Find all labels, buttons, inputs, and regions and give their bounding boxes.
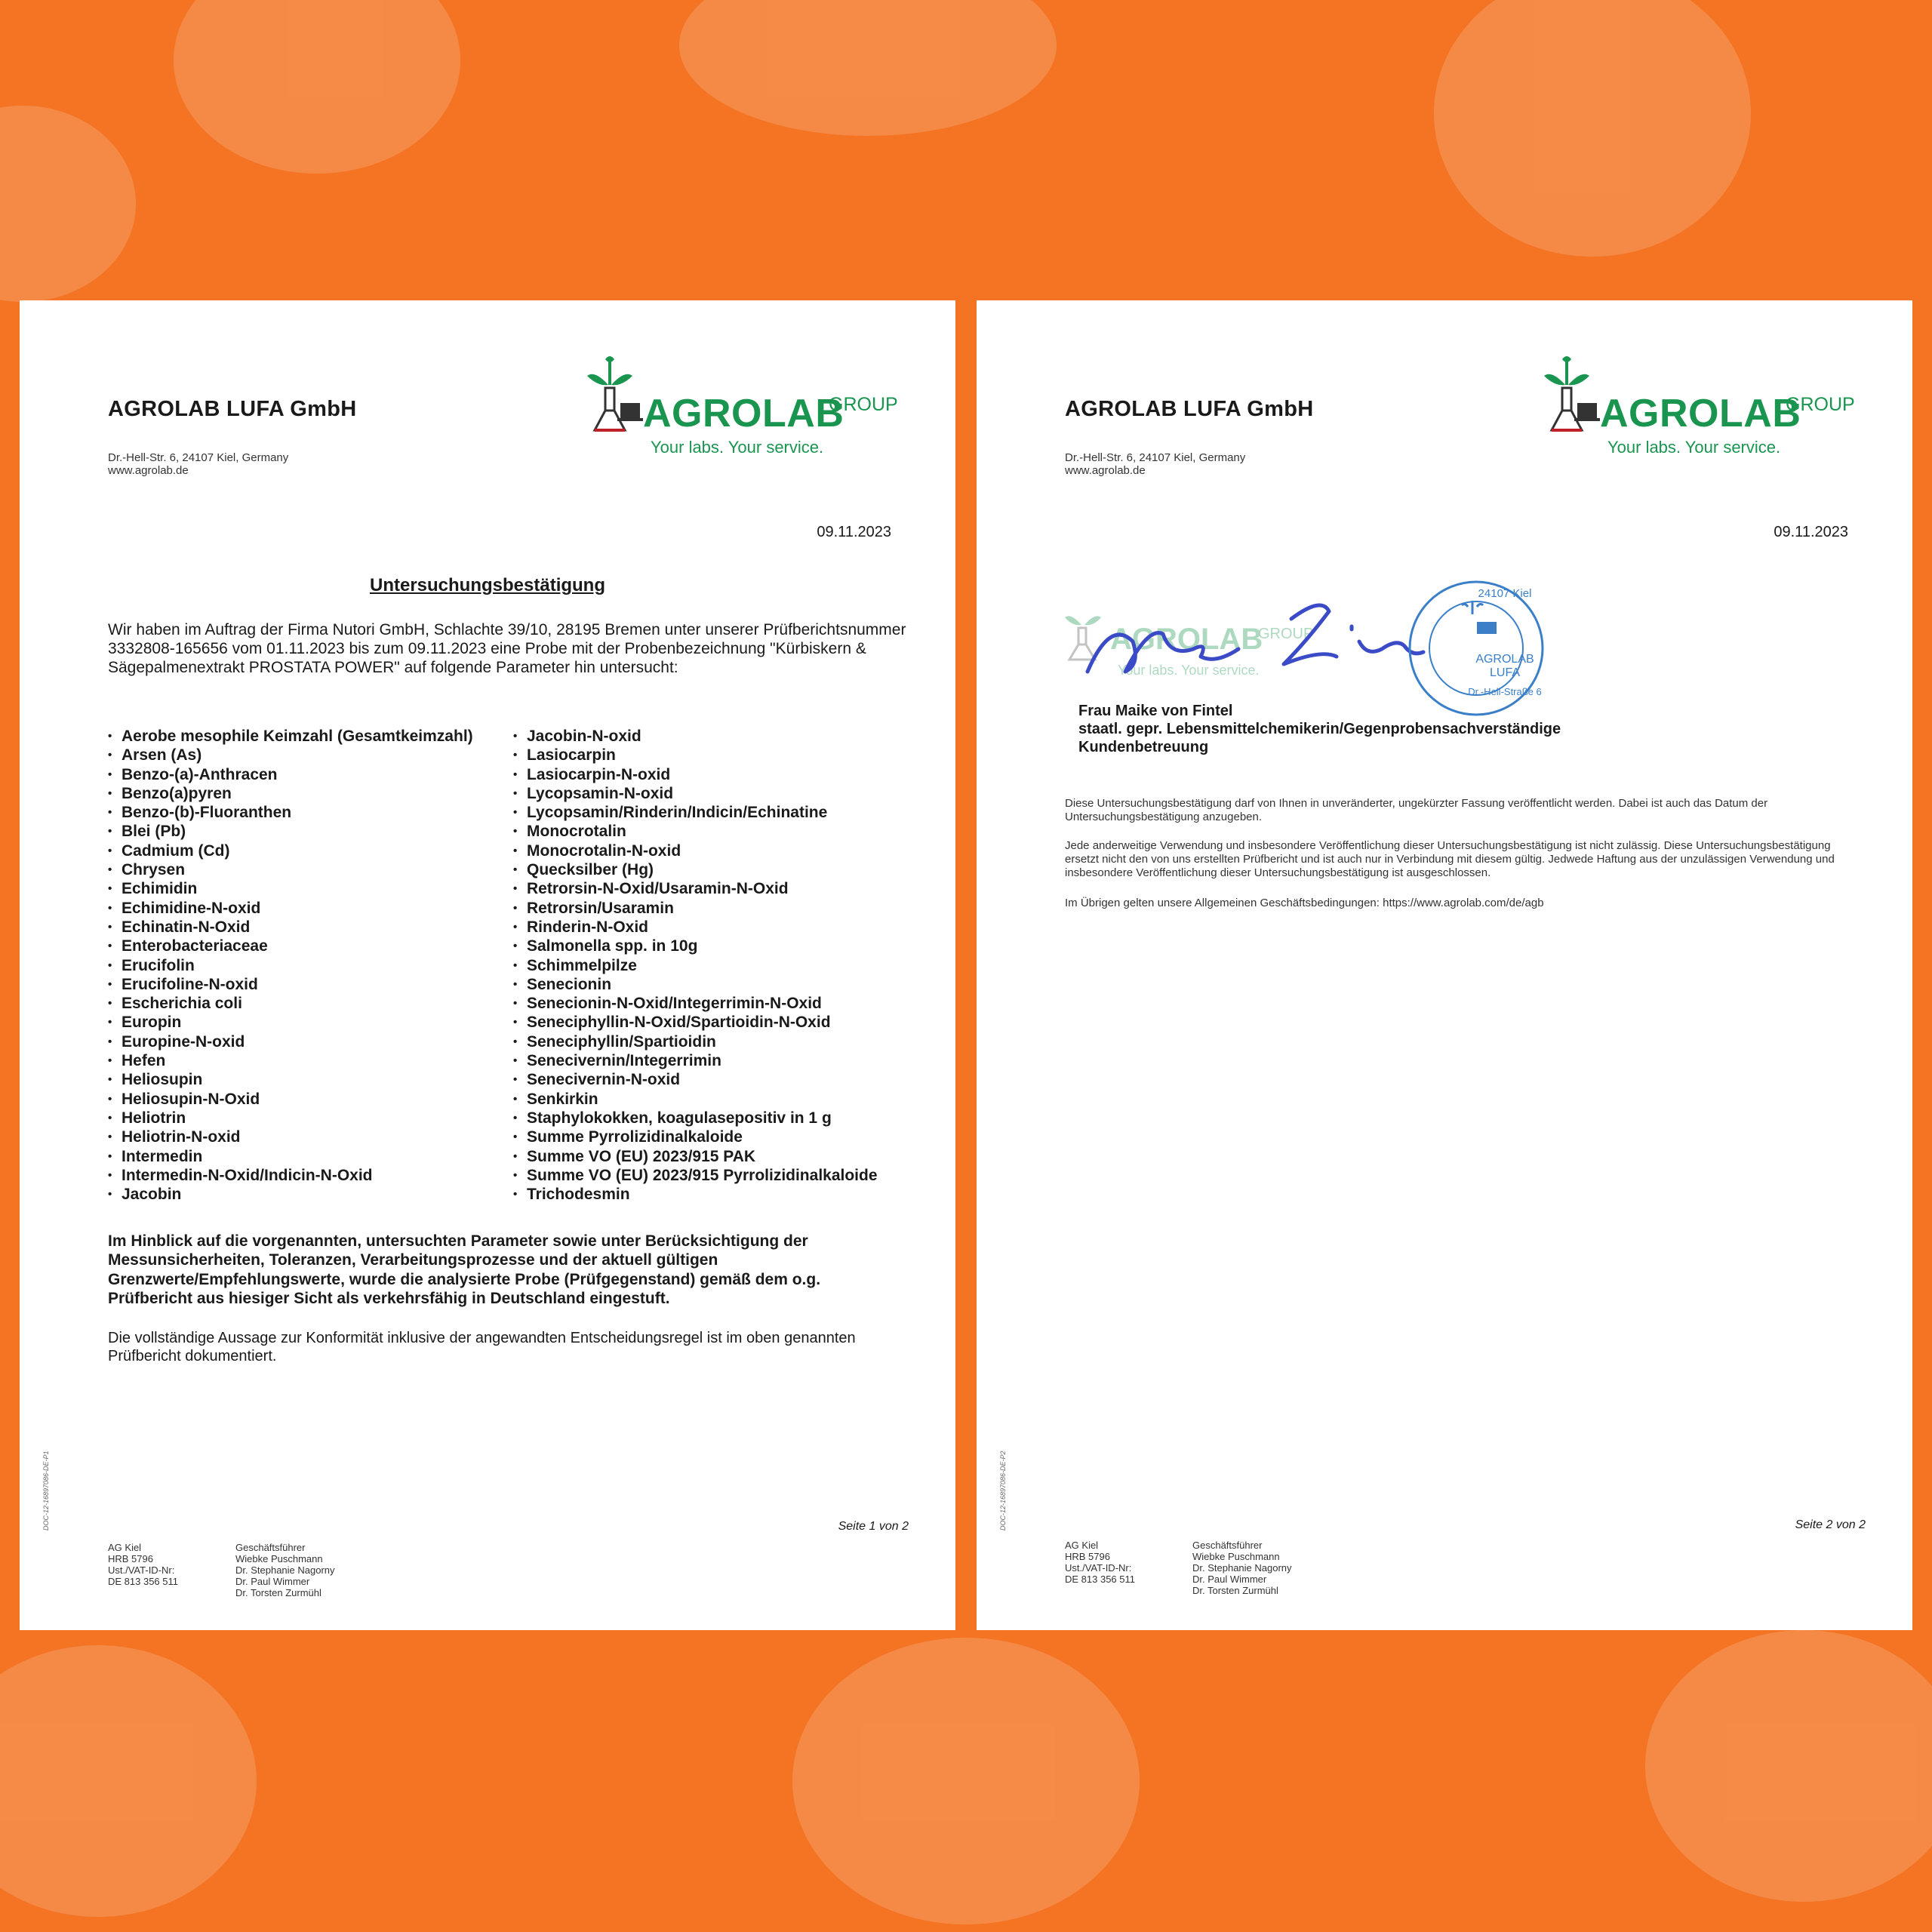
parameter-item: • Summe VO (EU) 2023/915 PAK [513, 1147, 878, 1166]
parameter-item: • Schimmelpilze [513, 956, 878, 975]
parameter-item: • Europin [108, 1013, 473, 1032]
agrolab-logo [587, 355, 919, 460]
parameter-item: • Echinatin-N-Oxid [108, 918, 473, 937]
parameter-item: • Erucifoline-N-oxid [108, 975, 473, 994]
parameter-item: • Salmonella spp. in 10g [513, 937, 878, 955]
logo-brand: AGROLAB [1600, 392, 1801, 435]
footer-management: Geschäftsführer Wiebke Puschmann Dr. Stephanie Nagorny Dr. Paul Wimmer Dr. Torsten Zurmühl [1192, 1540, 1292, 1596]
background-splash [174, 0, 460, 174]
publication-notice: Diese Untersuchungsbestätigung darf von Ihnen in unveränderter, ungekürzter Fassung veröffentlicht werden. Dabei ist auch das Datum der Untersuchungsbestätigung anzugeben. [1065, 797, 1768, 823]
parameter-item: • Lycopsamin-N-oxid [513, 784, 878, 803]
page-number: Seite 2 von 2 [1795, 1518, 1866, 1531]
parameter-item: • Arsen (As) [108, 746, 473, 764]
parameter-item: • Intermedin [108, 1147, 473, 1166]
signer-info: Frau Maike von Fintel staatl. gepr. Lebensmittelchemikerin/Gegenprobensachverständige Kundenbetreuung [1078, 703, 1561, 755]
company-address: Dr.-Hell-Str. 6, 24107 Kiel, Germany www.agrolab.de [108, 451, 289, 477]
background-splash [792, 1638, 1140, 1924]
document-code: DOC-12-16897086-DE-P2 [999, 1451, 1007, 1531]
logo-brand: AGROLAB [643, 392, 844, 435]
parameter-item: • Seneciphyllin/Spartioidin [513, 1032, 878, 1051]
parameter-list-right [513, 727, 878, 1204]
parameter-item: • Blei (Pb) [108, 822, 473, 841]
svg-text:Your labs. Your service.: Your labs. Your service. [1118, 663, 1260, 678]
logo-slogan: Your labs. Your service. [651, 438, 824, 457]
document-title: Untersuchungsbestätigung [369, 575, 605, 595]
parameter-item: • Senecionin [513, 975, 878, 994]
intro-paragraph: Wir haben im Auftrag der Firma Nutori GmbH, Schlachte 39/10, 28195 Bremen unter unserer Prüfberichtsnummer 3332808-165656 vom 01.11.2023 bis zum 09.11.2023 eine Probe mit der Probenbezeichnung "Kürbiskern & Sägepalmenextrakt PROSTATA POWER" auf folgende Parameter hin untersucht: [108, 621, 906, 676]
parameter-item: • Aerobe mesophile Keimzahl (Gesamtkeimzahl) [108, 727, 473, 746]
parameter-item: • Lasiocarpin [513, 746, 878, 764]
company-address: Dr.-Hell-Str. 6, 24107 Kiel, Germany www.agrolab.de [1065, 451, 1246, 477]
agrolab-logo [1544, 355, 1876, 460]
parameter-item: • Staphylokokken, koagulasepositiv in 1 g [513, 1109, 878, 1128]
parameter-item: • Heliosupin-N-Oxid [108, 1090, 473, 1109]
company-name: AGROLAB LUFA GmbH [108, 397, 357, 421]
parameter-item: • Erucifolin [108, 956, 473, 975]
logo-group: GROUP [829, 394, 898, 415]
parameter-item: • Benzo-(a)-Anthracen [108, 765, 473, 784]
background-splash [1645, 1630, 1932, 1902]
parameter-item: • Jacobin [108, 1185, 473, 1204]
svg-text:AGROLAB: AGROLAB [1110, 623, 1263, 656]
parameter-item: • Benzo-(b)-Fluoranthen [108, 803, 473, 822]
background-splash [1434, 0, 1751, 257]
document-date: 09.11.2023 [817, 524, 891, 540]
background-splash [0, 1645, 257, 1917]
parameter-item: • Lasiocarpin-N-oxid [513, 765, 878, 784]
parameter-item: • Echimidin [108, 879, 473, 898]
parameter-item: • Heliosupin [108, 1070, 473, 1089]
document-code: DOC-12-16897086-DE-P1 [42, 1451, 50, 1531]
parameter-item: • Senecivernin/Integerrimin [513, 1051, 878, 1070]
logo-slogan: Your labs. Your service. [1607, 438, 1781, 457]
parameter-item: • Summe VO (EU) 2023/915 Pyrrolizidinalkaloide [513, 1166, 878, 1185]
parameter-item: • Lycopsamin/Rinderin/Indicin/Echinatine [513, 803, 878, 822]
parameter-item: • Summe Pyrrolizidinalkaloide [513, 1128, 878, 1146]
svg-text:GROUP: GROUP [1258, 626, 1314, 642]
background-splash [679, 0, 1057, 136]
parameter-item: • Cadmium (Cd) [108, 841, 473, 860]
document-page-2 [977, 300, 1912, 1630]
parameter-item: • Chrysen [108, 860, 473, 879]
footer-management: Geschäftsführer Wiebke Puschmann Dr. Stephanie Nagorny Dr. Paul Wimmer Dr. Torsten Zurmühl [235, 1542, 335, 1598]
handwritten-signature [1080, 596, 1427, 687]
parameter-item: • Heliotrin-N-oxid [108, 1128, 473, 1146]
page-number: Seite 1 von 2 [838, 1520, 909, 1533]
usage-restriction-notice: Jede anderweitige Verwendung und insbesondere Veröffentlichung dieser Untersuchungsbestätigung ist nicht zulässig. Diese Untersuchungsbestätigung ersetzt nicht den von uns erstellten Prüfbericht und ist auch nur in Verbindung mit diesem gültig. Jedwede Haftung aus der unzulässigen Verwendung und insbesondere Veröffentlichung dieser Untersuchungsbestätigung ist ausgeschlossen. [1065, 839, 1835, 879]
parameter-list-left [108, 727, 473, 1204]
document-page-1 [20, 300, 955, 1630]
stamp-text: 24107 Kiel AGROLAB LUFA Dr.-Hell-Straße 6 [1468, 587, 1542, 697]
parameter-item: • Retrorsin/Usaramin [513, 899, 878, 918]
terms-notice: Im Übrigen gelten unsere Allgemeinen Geschäftsbedingungen: https://www.agrolab.com/de/agb [1065, 897, 1544, 909]
footer-registry: AG Kiel HRB 5796 Ust./VAT-ID-Nr: DE 813 356 511 [1065, 1540, 1135, 1585]
parameter-item: • Jacobin-N-oxid [513, 727, 878, 746]
parameter-item: • Hefen [108, 1051, 473, 1070]
background-splash [0, 106, 136, 302]
parameter-item: • Heliotrin [108, 1109, 473, 1128]
parameter-item: • Trichodesmin [513, 1185, 878, 1204]
parameter-item: • Monocrotalin [513, 822, 878, 841]
parameter-item: • Rinderin-N-Oxid [513, 918, 878, 937]
parameter-item: • Senecivernin-N-oxid [513, 1070, 878, 1089]
parameter-item: • Quecksilber (Hg) [513, 860, 878, 879]
parameter-item: • Senecionin-N-Oxid/Integerrimin-N-Oxid [513, 994, 878, 1013]
footer-registry: AG Kiel HRB 5796 Ust./VAT-ID-Nr: DE 813 356 511 [108, 1542, 178, 1587]
parameter-item: • Monocrotalin-N-oxid [513, 841, 878, 860]
parameter-item: • Europine-N-oxid [108, 1032, 473, 1051]
document-date: 09.11.2023 [1774, 524, 1848, 540]
parameter-item: • Benzo(a)pyren [108, 784, 473, 803]
conclusion-paragraph: Im Hinblick auf die vorgenannten, untersuchten Parameter sowie unter Berücksichtigung der Messunsicherheiten, Toleranzen, Verarbeitungsprozesse und der aktuell gültigen Grenzwerte/Empfehlungswerte, wurde die analysierte Probe (Prüfgegenstand) gemäß dem o.g. Prüfbericht aus hiesiger Sicht als verkehrsfähig in Deutschland eingestuft. [108, 1232, 821, 1307]
parameter-item: • Intermedin-N-Oxid/Indicin-N-Oxid [108, 1166, 473, 1185]
conformity-statement: Die vollständige Aussage zur Konformität inklusive der angewandten Entscheidungsregel ist im oben genannten Prüfbericht dokumentiert. [108, 1330, 856, 1364]
logo-group: GROUP [1786, 394, 1855, 415]
parameter-item: • Seneciphyllin-N-Oxid/Spartioidin-N-Oxid [513, 1013, 878, 1032]
parameter-item: • Enterobacteriaceae [108, 937, 473, 955]
company-name: AGROLAB LUFA GmbH [1065, 397, 1314, 421]
parameter-item: • Senkirkin [513, 1090, 878, 1109]
parameter-item: • Escherichia coli [108, 994, 473, 1013]
parameter-item: • Echimidine-N-oxid [108, 899, 473, 918]
parameter-item: • Retrorsin-N-Oxid/Usaramin-N-Oxid [513, 879, 878, 898]
